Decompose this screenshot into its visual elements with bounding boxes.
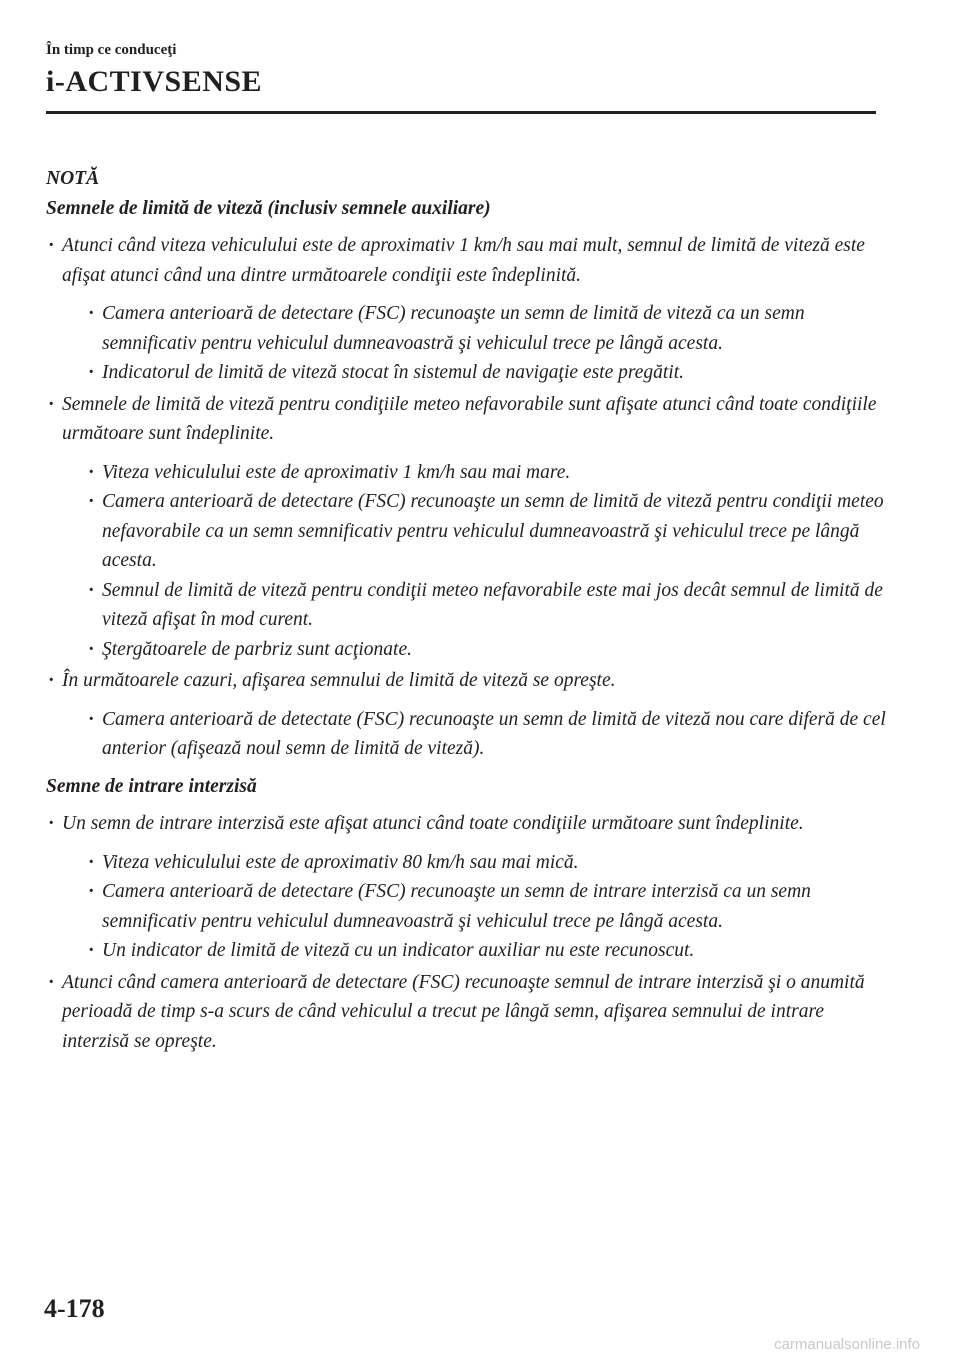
page-header: [46, 40, 876, 100]
section-title: i-ACTIVSENSE: [46, 65, 263, 98]
chapter-title: În timp ce conduceţi: [46, 42, 177, 58]
list-item: · Atunci când viteza vehiculului este de aproximativ 1 km/h sau mai mult, semnul de limită de viteză este afişat atunci când una dintre următoarele condiţii este îndeplinită. · Camera anterioară de detectare (FSC) recunoaşte un semn de limită de viteză ca un semn semnificativ pentru vehiculul dumneavoastră şi vehiculul trece pe lângă acesta. · Indicatorul de limită de viteză stocat în sistemul de navigaţie este pregătit.: [46, 231, 886, 388]
header-divider: [46, 111, 876, 114]
list-item: · Atunci când camera anterioară de detectare (FSC) recunoaşte semnul de intrare interzisă şi o anumită perioadă de timp s-a scurs de când vehiculul a trecut pe lângă semn, afişarea semnului de intrare interzisă se opreşte.: [46, 968, 886, 1057]
sub-list: [62, 705, 886, 764]
sub-list: [62, 848, 886, 966]
sub-list: [62, 458, 886, 665]
sub-list-item: · Un indicator de limită de viteză cu un indicator auxiliar nu este recunoscut.: [86, 936, 886, 966]
note-title: Semnele de limită de viteză (inclusiv semnele auxiliare): [46, 197, 491, 219]
sub-list-item: · Camera anterioară de detectate (FSC) recunoaşte un semn de limită de viteză nou care diferă de cel anterior (afişează noul semn de limită de viteză).: [86, 705, 886, 764]
sub-list-item: · Viteza vehiculului este de aproximativ 80 km/h sau mai mică.: [86, 848, 886, 878]
watermark[interactable]: carmanualsonline.info: [774, 1336, 920, 1353]
note-list: [46, 231, 886, 764]
list-item: · În următoarele cazuri, afişarea semnului de limită de viteză se opreşte. · Camera anterioară de detectate (FSC) recunoaşte un semn de limită de viteză nou care diferă de cel anterior (afişează noul semn de limită de viteză).: [46, 666, 886, 764]
sub-list: [62, 299, 886, 388]
sub-list-item: · Indicatorul de limită de viteză stocat în sistemul de navigaţie este pregătit.: [86, 358, 886, 388]
sub-list-item: · Camera anterioară de detectare (FSC) recunoaşte un semn de limită de viteză ca un semn semnificativ pentru vehiculul dumneavoastră şi vehiculul trece pe lângă acesta.: [86, 299, 886, 358]
note-label: NOTĂ: [46, 168, 100, 189]
sub-list-item: · Ştergătoarele de parbriz sunt acţionate.: [86, 635, 886, 665]
list-item: · Semnele de limită de viteză pentru condiţiile meteo nefavorabile sunt afişate atunci când toate condiţiile următoare sunt îndeplinite. · Viteza vehiculului este de aproximativ 1 km/h sau mai mare. · Camera anterioară de detectare (FSC) recunoaşte un semn de limită de viteză pentru condiţii meteo nefavorabile ca un semn semnificativ pentru vehiculul dumneavoastră şi vehiculul trece pe lângă acesta. · Semnul de limită de viteză pentru condiţii meteo nefavorabile este mai jos decât semnul de limită de viteză afişat în mod curent. · Ştergătoarele de parbriz sunt acţionate.: [46, 390, 886, 665]
sub-list-item: · Camera anterioară de detectare (FSC) recunoaşte un semn de limită de viteză pentru condiţii meteo nefavorabile ca un semn semnificativ pentru vehiculul dumneavoastră şi vehiculul trece pe lângă acesta.: [86, 487, 886, 576]
subsection-title: Semne de intrare interzisă: [46, 775, 257, 797]
main-content: [46, 164, 886, 1056]
page-number: 4-178: [44, 1294, 105, 1323]
sub-list-item: · Camera anterioară de detectare (FSC) recunoaşte un semn de intrare interzisă ca un semn semnificativ pentru vehiculul dumneavoastră şi vehiculul trece pe lângă acesta.: [86, 877, 886, 936]
list-item: · Un semn de intrare interzisă este afişat atunci când toate condiţiile următoare sunt îndeplinite. · Viteza vehiculului este de aproximativ 80 km/h sau mai mică. · Camera anterioară de detectare (FSC) recunoaşte un semn de intrare interzisă ca un semn semnificativ pentru vehiculul dumneavoastră şi vehiculul trece pe lângă acesta. · Un indicator de limită de viteză cu un indicator auxiliar nu este recunoscut.: [46, 809, 886, 966]
subsection-list: [46, 809, 886, 1056]
sub-list-item: · Semnul de limită de viteză pentru condiţii meteo nefavorabile este mai jos decât semnul de limită de viteză afişat în mod curent.: [86, 576, 886, 635]
sub-list-item: · Viteza vehiculului este de aproximativ 1 km/h sau mai mare.: [86, 458, 886, 488]
